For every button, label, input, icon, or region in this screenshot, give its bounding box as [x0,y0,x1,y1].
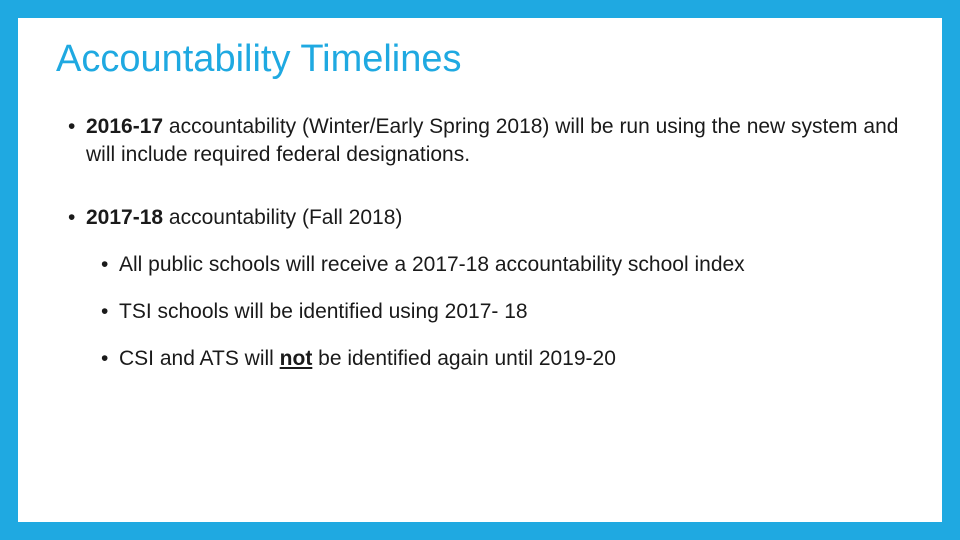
bullet-year: 2017-18 [86,206,164,229]
bullet-icon: • [68,115,76,138]
bullet-icon: • [101,253,109,276]
sub-bullet-text: All public schools will receive a 2017-18 accountability school index [119,253,745,276]
sub-bullet-item [101,251,918,279]
sub-bullet-list [68,251,918,373]
sub-bullet-text-post: be identified again until 2019-20 [312,347,616,370]
bullet-item-2016-17 [68,113,918,169]
bullet-list [68,113,918,392]
bullet-text: accountability (Winter/Early Spring 2018) will be run using the new system and will include required federal designations. [86,115,899,166]
sub-bullet-item [101,298,918,326]
slide-title: Accountability Timelines [56,38,462,80]
bullet-text: accountability (Fall 2018) [163,206,403,229]
sub-bullet-item [101,345,918,373]
bullet-icon: • [68,206,76,229]
sub-bullet-text-pre: CSI and ATS will [119,347,280,370]
bullet-icon: • [101,300,109,323]
bullet-item-2017-18 [68,204,918,232]
emphasis-not: not [279,347,313,370]
bullet-year: 2016-17 [86,115,164,138]
sub-bullet-text: TSI schools will be identified using 2017- 18 [119,300,528,323]
bullet-icon: • [101,347,109,370]
slide [18,18,942,522]
